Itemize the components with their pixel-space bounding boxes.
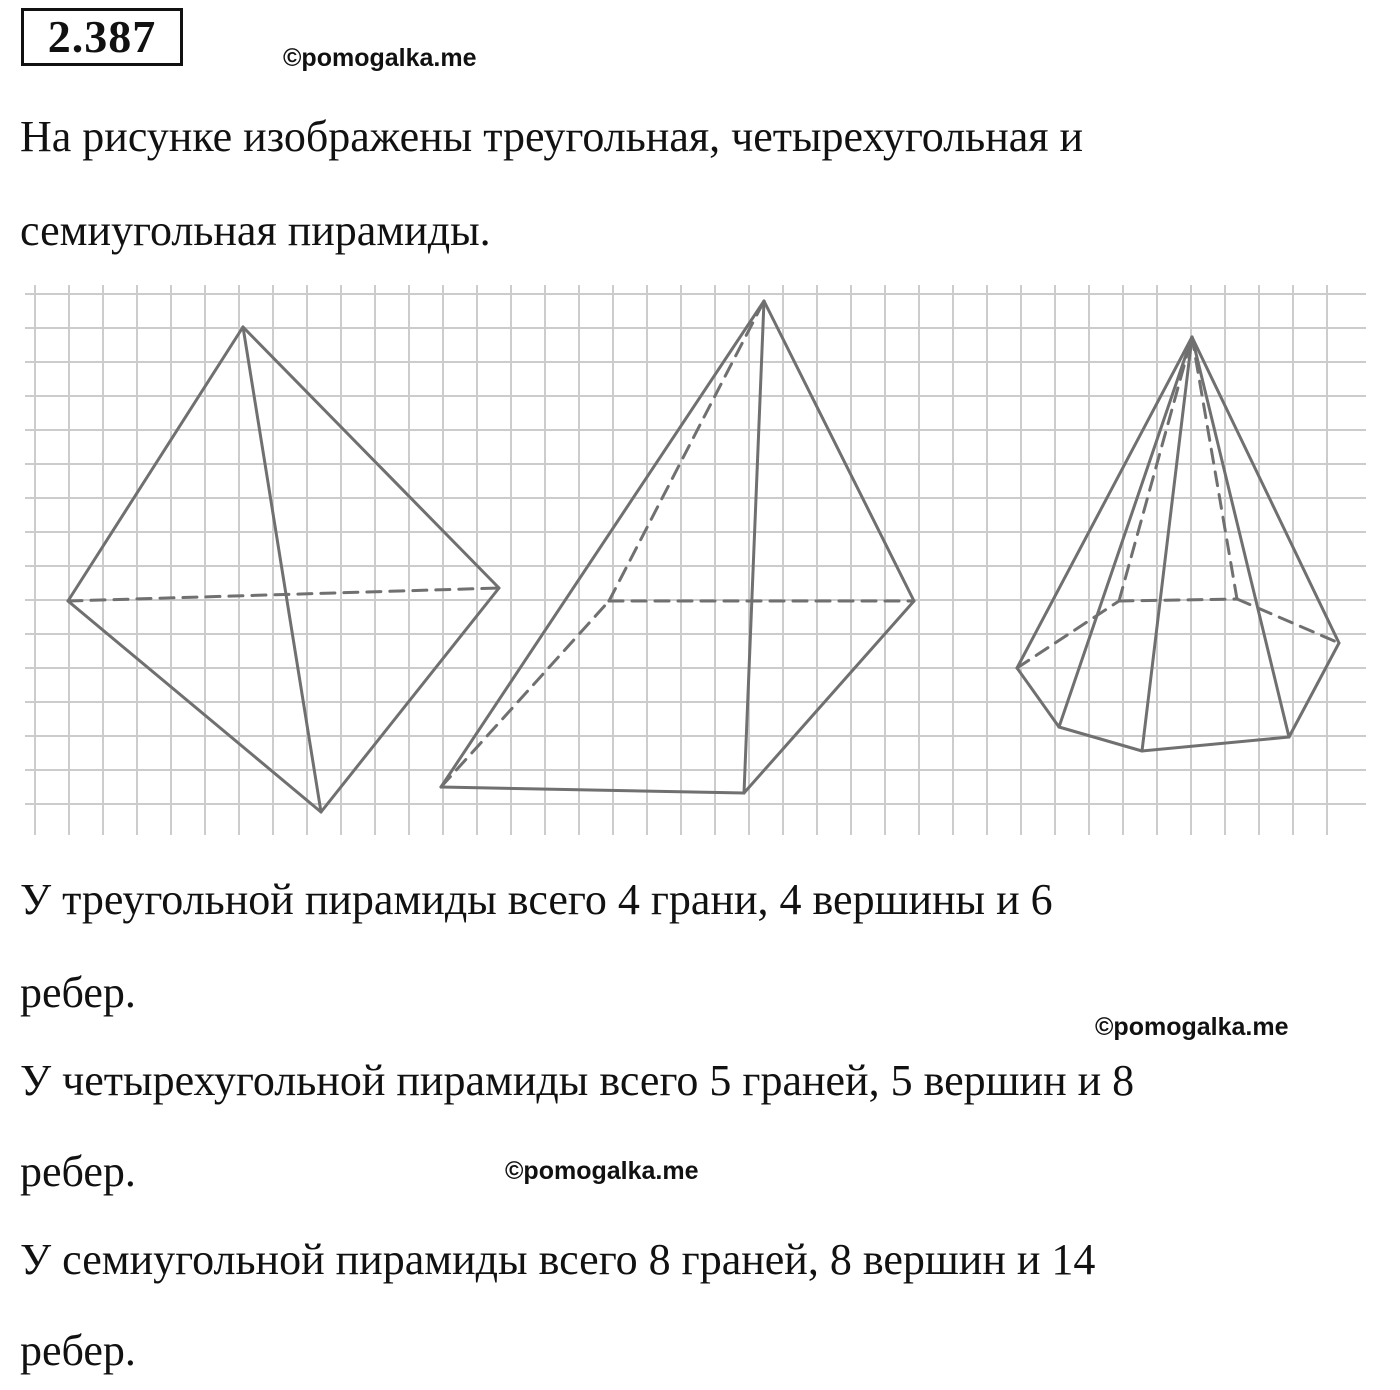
visible-edge bbox=[1017, 668, 1059, 727]
hidden-edge bbox=[609, 301, 764, 601]
visible-edge bbox=[68, 601, 321, 812]
visible-edge bbox=[441, 787, 744, 793]
hidden-edge bbox=[1237, 599, 1339, 643]
visible-edge bbox=[243, 327, 321, 812]
answer-heptagonal-line-2: ребер. bbox=[20, 1326, 136, 1375]
watermark: ©pomogalka.me bbox=[505, 1157, 699, 1185]
hidden-edge bbox=[1192, 337, 1237, 599]
visible-edge bbox=[1059, 727, 1142, 751]
visible-edge bbox=[1142, 337, 1192, 751]
heptagonal-pyramid bbox=[1017, 337, 1339, 751]
pyramids-drawing bbox=[0, 270, 1400, 845]
visible-edge bbox=[764, 301, 914, 601]
answer-quadrilateral-line-2: ребер. bbox=[20, 1147, 136, 1196]
visible-edge bbox=[744, 301, 764, 793]
answer-heptagonal-line-1: У семиугольной пирамиды всего 8 граней, 8 вершин и 14 bbox=[20, 1235, 1096, 1284]
visible-edge bbox=[243, 327, 499, 588]
hidden-edge bbox=[1119, 337, 1192, 601]
visible-edge bbox=[744, 601, 914, 793]
answer-quadrilateral-line-1: У четырехугольной пирамиды всего 5 граней, 5 вершин и 8 bbox=[20, 1056, 1135, 1105]
question-line-2: семиугольная пирамиды. bbox=[20, 206, 491, 255]
watermark: ©pomogalka.me bbox=[283, 44, 477, 72]
visible-edge bbox=[1017, 337, 1192, 668]
visible-edge bbox=[1289, 643, 1339, 737]
visible-edge bbox=[1142, 737, 1289, 751]
question-line-1: На рисунке изображены треугольная, четырехугольная и bbox=[20, 112, 1084, 161]
pyramids-figure bbox=[0, 270, 1400, 845]
problem-number: 2.387 bbox=[21, 8, 183, 66]
answer-triangular-line-2: ребер. bbox=[20, 968, 136, 1017]
answer-triangular-line-1: У треугольной пирамиды всего 4 грани, 4 вершины и 6 bbox=[20, 875, 1053, 924]
watermark: ©pomogalka.me bbox=[1095, 1013, 1289, 1041]
visible-edge bbox=[1192, 337, 1339, 643]
triangular-pyramid bbox=[68, 327, 499, 812]
